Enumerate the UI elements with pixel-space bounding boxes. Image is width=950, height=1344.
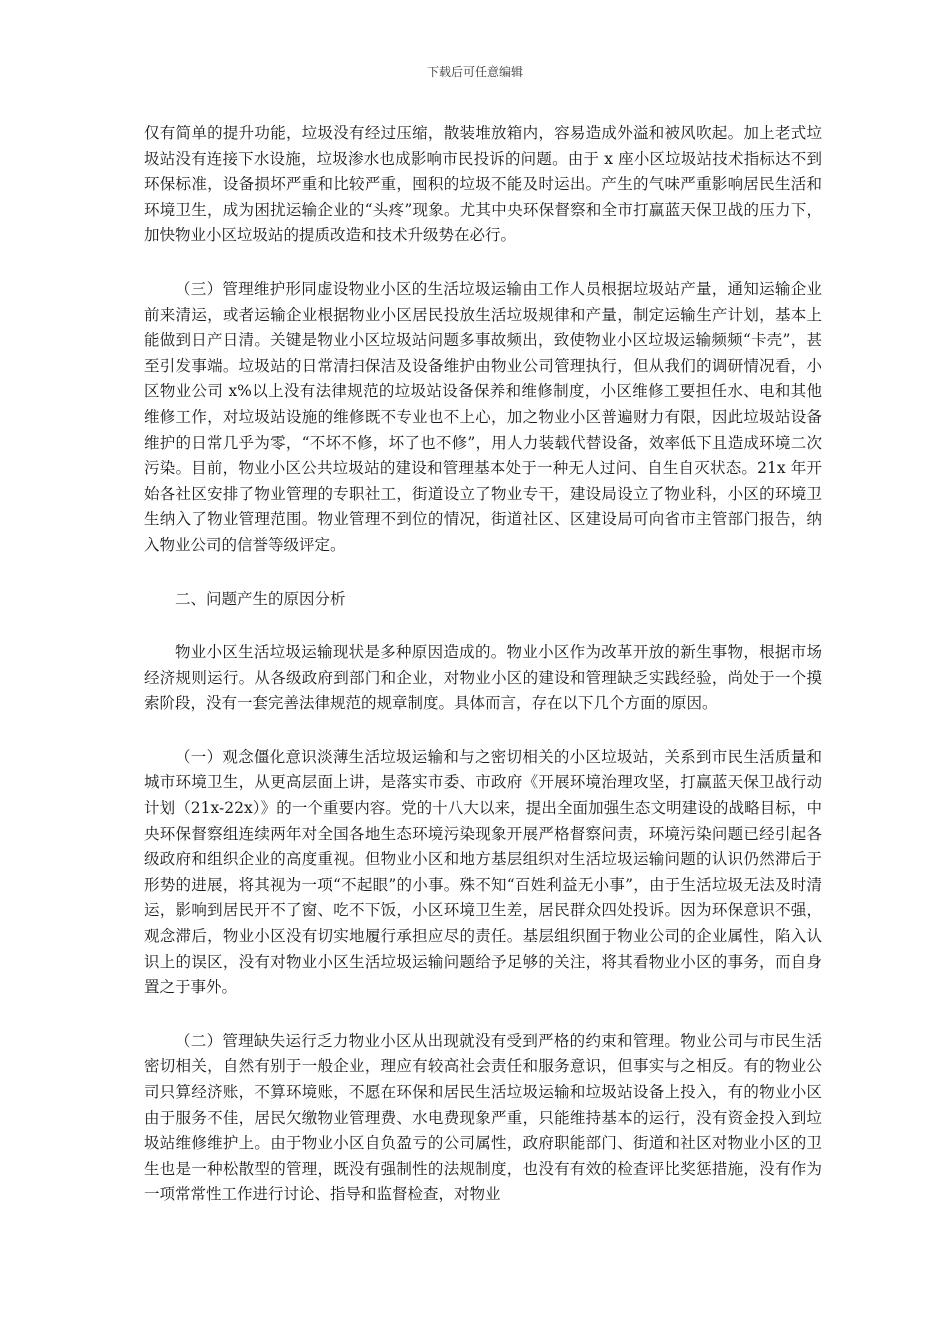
page-header: 下载后可任意编辑 xyxy=(426,65,523,79)
paragraph-cause-awareness: （一）观念僵化意识淡薄生活垃圾运输和与之密切相关的小区垃圾站，关系到市民生活质量和城市环境卫生，从更高层面上讲，是落实市委、市政府《开展环境治理攻坚，打赢蓝天保卫战行动计划（21x-22x）》的一个重要内容。党的十八大以来，提出全面加强生态文明建设的战略目标，中央环保督察组连续两年对全国各地生态环境污染现象开展严格督察问责，环境污染问题已经引起各级政府和组织企业的高度重视。但物业小区和地方基层组织对生活垃圾运输问题的认识仍然滞后于形势的进展，将其视为一项“不起眼”的小事。殊不知“百姓利益无小事”，由于生活垃圾无法及时清运，影响到居民开不了窗、吃不下饭，小区环境卫生差，居民群众四处投诉。因为环保意识不强，观念滞后，物业小区没有切实地履行承担应尽的责任。基层组织囿于物业公司的企业属性，陷入认识上的误区，没有对物业小区生活垃圾运输问题给予足够的关注，将其看物业小区的事务，而自身置之于事外。 xyxy=(144,747,822,997)
paragraph-continuation: 仅有简单的提升功能，垃圾没有经过压缩，散装堆放箱内，容易造成外溢和被风吹起。加上老式垃圾站没有连接下水设施，垃圾渗水也成影响市民投诉的问题。由于 x 座小区垃圾站技术指标达不到环保标准，设备损坏严重和比较严重，囤积的垃圾不能及时运出。产生的气味严重影响居民生活和环境卫生，成为困扰运输企业的“头疼”现象。尤其中央环保督察和全市打赢蓝天保卫战的压力下，加快物业小区垃圾站的提质改造和技术升级势在必行。 xyxy=(144,124,822,245)
document-body xyxy=(144,121,822,1236)
paragraph-management-maintenance: （三）管理维护形同虚设物业小区的生活垃圾运输由工作人员根据垃圾站产量，通知运输企业前来清运，或者运输企业根据物业小区居民投放生活垃圾规律和产量，制定运输生产计划，基本上能做到日产日清。关键是物业小区垃圾站问题多事故频出，致使物业小区垃圾运输频频“卡壳”，甚至引发事端。垃圾站的日常清扫保洁及设备维护由物业公司管理执行，但从我们的调研情况看，小区物业公司 x%以上没有法律规范的垃圾站设备保养和维修制度，小区维修工要担任水、电和其他维修工作，对垃圾站设施的维修既不专业也不上心，加之物业小区普遍财力有限，因此垃圾站设备维护的日常几乎为零，“不坏不修，坏了也不修”，用人力装载代替设备，效率低下且造成环境二次污染。目前，物业小区公共垃圾站的建设和管理基本处于一种无人过问、自生自灭状态。21x 年开始各社区安排了物业管理的专职社工，街道设立了物业专干，建设局设立了物业科，小区的环境卫生纳入了物业管理范围。物业管理不到位的情况，街道社区、区建设局可向省市主管部门报告，纳入物业公司的信誉等级评定。 xyxy=(144,279,822,554)
section-heading-cause-analysis: 二、问题产生的原因分析 xyxy=(175,589,346,608)
paragraph-cause-overview: 物业小区生活垃圾运输现状是多种原因造成的。物业小区作为改革开放的新生事物，根据市场经济规则运行。从各级政府到部门和企业，对物业小区的建设和管理缺乏实践经验，尚处于一个摸索阶段，没有一套完善法律规范的规章制度。具体而言，存在以下几个方面的原因。 xyxy=(144,643,822,713)
paragraph-cause-management: （二）管理缺失运行乏力物业小区从出现就没有受到严格的约束和管理。物业公司与市民生活密切相关，自然有别于一般企业，理应有较高社会责任和服务意识，但事实与之相反。有的物业公司只算经济账，不算环境账，不愿在环保和居民生活垃圾运输和垃圾站设备上投入，有的物业小区由于服务不佳，居民欠缴物业管理费、水电费现象严重，只能维持基本的运行，没有资金投入到垃圾站维修维护上。由于物业小区自负盈亏的公司属性，政府职能部门、街道和社区对物业小区的卫生也是一种松散型的管理，既没有强制性的法规制度，也没有有效的检查评比奖惩措施，没有作为一项常常性工作进行讨论、指导和监督检查，对物业 xyxy=(144,1031,822,1204)
